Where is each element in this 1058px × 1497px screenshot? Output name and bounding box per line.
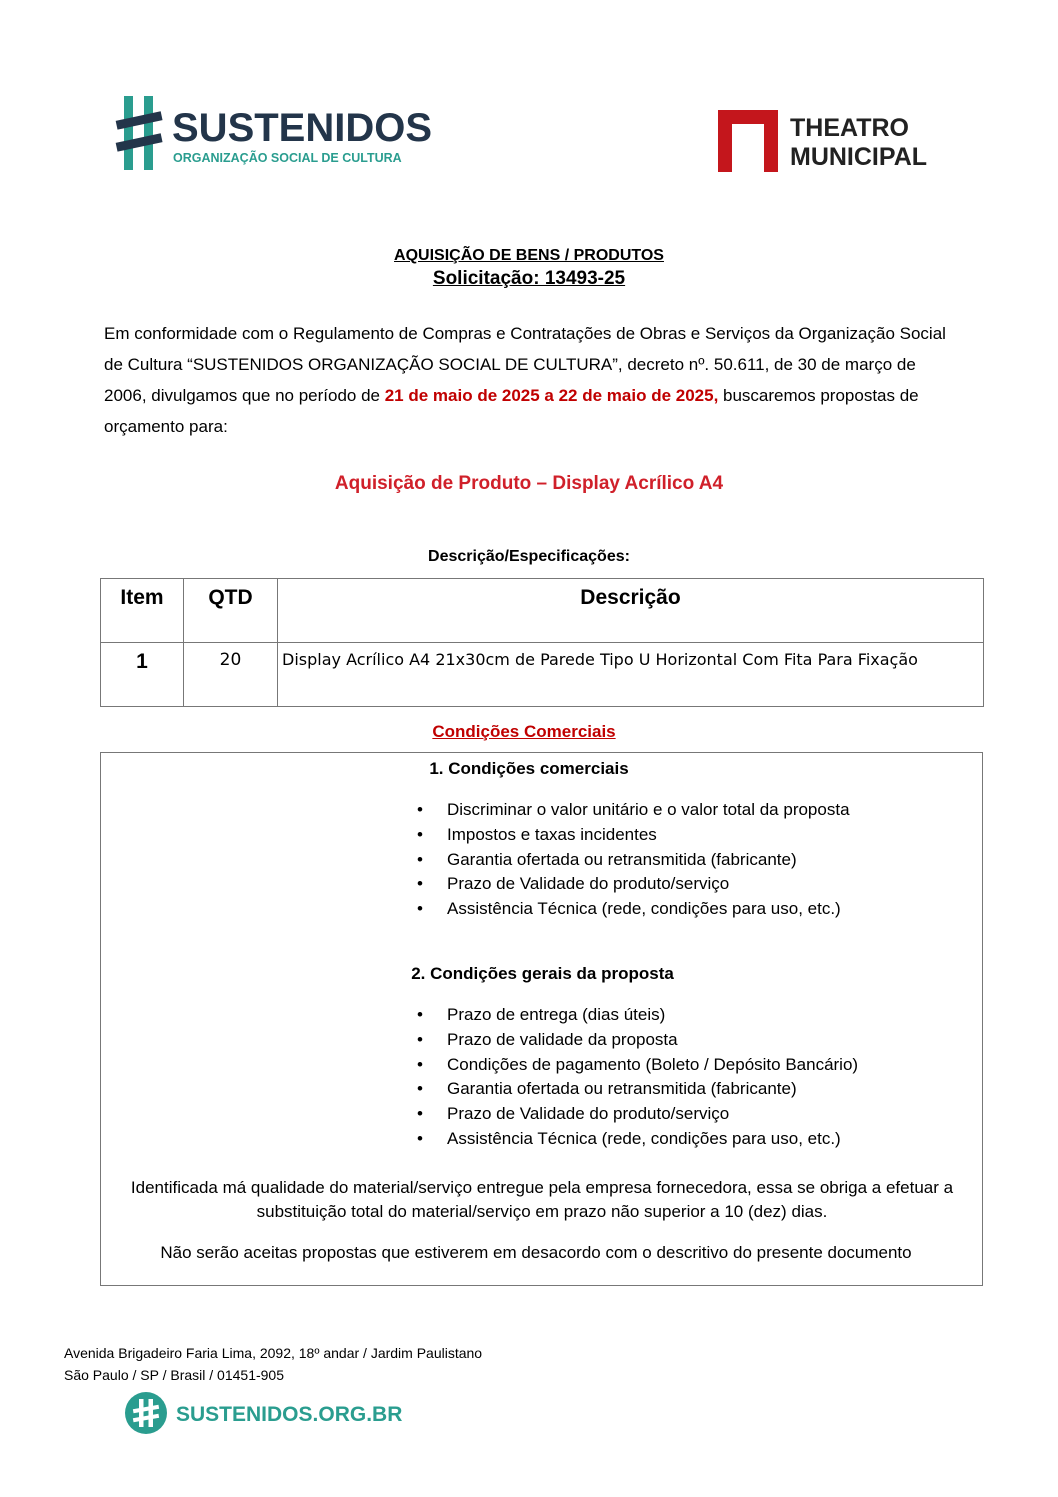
address-line-2: São Paulo / SP / Brasil / 01451-905	[64, 1367, 284, 1383]
header-item: Item	[101, 579, 184, 643]
header-qtd: QTD	[184, 579, 278, 643]
cell-qtd: 20	[184, 643, 278, 707]
logo-tagline: ORGANIZAÇÃO SOCIAL DE CULTURA	[173, 151, 402, 165]
header-description: Descrição	[278, 579, 984, 643]
document-title: AQUISIÇÃO DE BENS / PRODUTOS	[394, 247, 664, 264]
footer-address	[64, 1342, 482, 1386]
conditions-box	[100, 752, 983, 1286]
list-item: • Garantia ofertada ou retransmitida (fabricante)	[417, 1077, 858, 1102]
intro-text-before: Em conformidade com o Regulamento de Compras e Contratações de Obras e Serviços da Organização Social de Cultura “SUSTENIDOS ORGANIZAÇÃO SOCIAL DE CULTURA”, decreto nº. 50.611, de 30 de março de 2006, divulgamos que no período de	[104, 324, 946, 405]
table-header-row	[101, 579, 984, 643]
intro-text-after: buscaremos propostas de orçamento para:	[104, 386, 919, 436]
hash-icon	[116, 94, 433, 174]
subject-heading: Aquisição de Produto – Display Acrílico A4	[334, 473, 724, 494]
request-number: Solicitação: 13493-25	[432, 268, 626, 289]
list-item: • Prazo de Validade do produto/serviço	[417, 872, 850, 897]
section1-list	[417, 798, 850, 922]
list-item: • Prazo de entrega (dias úteis)	[417, 1003, 858, 1028]
theatro-municipal-logo	[716, 108, 956, 174]
list-item: • Assistência Técnica (rede, condições para uso, etc.)	[417, 897, 850, 922]
section2-list	[417, 1003, 858, 1152]
list-item: • Condições de pagamento (Boleto / Depósito Bancário)	[417, 1053, 858, 1078]
list-item: • Garantia ofertada ou retransmitida (fabricante)	[417, 848, 850, 873]
cell-description: Display Acrílico A4 21x30cm de Parede Tipo U Horizontal Com Fita Para Fixação	[278, 643, 984, 707]
list-item: • Discriminar o valor unitário e o valor total da proposta	[417, 798, 850, 823]
rejection-note: Não serão aceitas propostas que estiverem em desacordo com o descritivo do presente documento	[160, 1243, 912, 1262]
intro-paragraph	[104, 318, 954, 442]
intro-period: 21 de maio de 2025 a 22 de maio de 2025,	[384, 386, 719, 405]
logo-wordmark: SUSTENIDOS	[172, 106, 433, 150]
hash-circle-icon	[124, 1390, 403, 1436]
specifications-title: Descrição/Especificações:	[428, 548, 630, 565]
table-row	[101, 643, 984, 707]
list-item: • Assistência Técnica (rede, condições para uso, etc.)	[417, 1127, 858, 1152]
cell-item: 1	[101, 643, 184, 707]
conditions-title: Condições Comerciais	[432, 722, 616, 741]
sustenidos-logo	[116, 94, 433, 174]
quality-note: Identificada má qualidade do material/serviço entregue pela empresa fornecedora, essa se obriga a efetuar a substituição total do material/serviço em prazo não superior a 10 (dez) dias.	[130, 1178, 954, 1221]
section2-title: 2. Condições gerais da proposta	[411, 964, 674, 983]
list-item: • Prazo de validade da proposta	[417, 1028, 858, 1053]
website-text: SUSTENIDOS.ORG.BR	[176, 1403, 403, 1426]
footer-website-logo	[124, 1390, 403, 1436]
list-item: • Impostos e taxas incidentes	[417, 823, 850, 848]
address-line-1: Avenida Brigadeiro Faria Lima, 2092, 18º andar / Jardim Paulistano	[64, 1345, 483, 1361]
logo-theatro: THEATRO	[790, 114, 909, 142]
list-item: • Prazo de Validade do produto/serviço	[417, 1102, 858, 1127]
logo-municipal: MUNICIPAL	[790, 143, 928, 171]
theatro-arch-icon	[716, 108, 956, 174]
section1-title: 1. Condições comerciais	[429, 759, 629, 778]
items-table	[100, 578, 984, 707]
